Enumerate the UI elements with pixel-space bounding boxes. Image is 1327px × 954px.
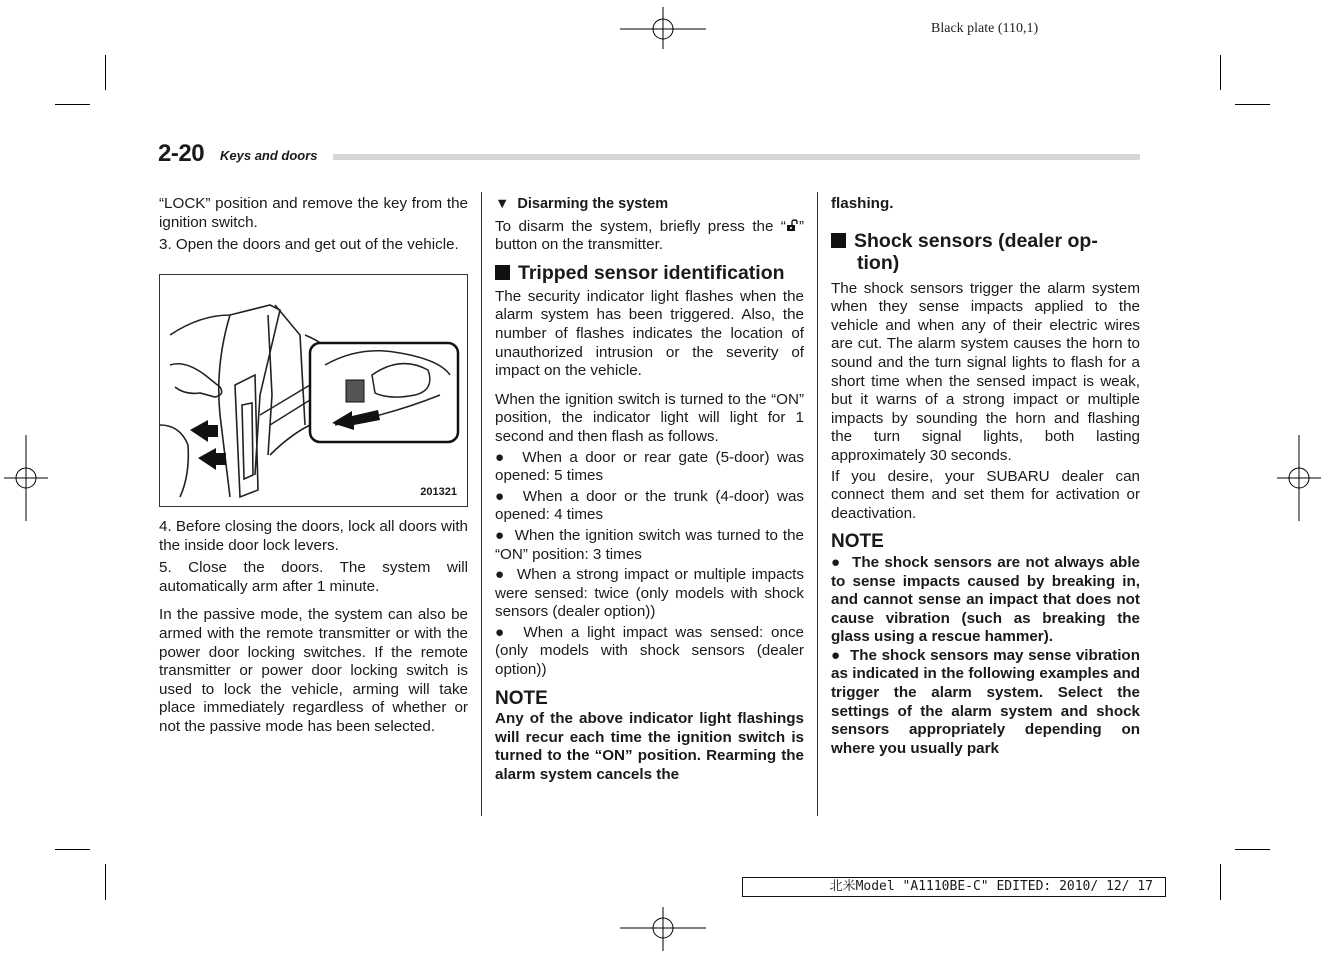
registration-mark-top — [620, 5, 706, 49]
note-text: Any of the above indicator light flashings will recur each time the ignition switch is turned to the “ON” position. Rearming the alarm system cancels the — [495, 710, 804, 784]
list-item-text: When the ignition switch was turned to the “ON” position: 3 times — [495, 526, 804, 563]
paragraph: The security indicator light flashes when the alarm system has been triggered. Also, the number of flashes indicates the location of unauthorized intrusion or the severity of impact on the vehicle. — [495, 287, 804, 380]
square-bullet-icon — [495, 265, 510, 280]
note-bullet: ● The shock sensors may sense vibration as indicated in the following examples and trigger the alarm system. Select the settings of the alarm system and shock sensors appropriately depending on where you usually park — [831, 646, 1140, 757]
list-item-text: When a light impact was sensed: once (only models with shock sensors (dealer option)) — [495, 623, 804, 679]
door-illustration-svg — [160, 275, 468, 507]
note-bullet-text: The shock sensors may sense vibration as indicated in the following examples and trigger the alarm system. Select the settings of the alarm system and shock sensors appropriately depending on where you usually park — [831, 646, 1140, 757]
list-item-text: When a door or rear gate (5-door) was opened: 5 times — [495, 448, 804, 485]
list-item: ● When the ignition switch was turned to the “ON” position: 3 times — [495, 526, 804, 563]
step-3: 3. Open the doors and get out of the vehicle. — [159, 236, 459, 254]
unlock-icon — [786, 219, 799, 231]
triangle-icon: ▼ — [495, 196, 510, 212]
note-bullet: ● The shock sensors are not always able to sense impacts caused by breaking in, and cannot sense an impact that does not cause vibration (such as breaking the glass using a rescue hammer). — [831, 553, 1140, 646]
paragraph: “LOCK” position and remove the key from the ignition switch. — [159, 195, 468, 231]
header-rule — [333, 154, 1140, 160]
column-1-lower — [159, 518, 468, 737]
door-lock-illustration — [159, 274, 468, 507]
section-heading — [495, 262, 804, 284]
disarm-text-a: To disarm the system, briefly press the “ — [495, 217, 786, 235]
step-5: 5. Close the doors. The system will automatically arm after 1 minute. — [159, 559, 468, 595]
disarm-text-b: ” button on the transmitter. — [495, 217, 804, 254]
step-4: 4. Before closing the doors, lock all doors with the inside door lock levers. — [159, 518, 468, 554]
note-heading: NOTE — [831, 531, 884, 553]
sub-heading-text: Disarming the system — [517, 196, 669, 212]
column-3 — [831, 195, 1140, 758]
column-divider-2 — [817, 192, 818, 816]
list-item: ● When a door or the trunk (4-door) was opened: 4 times — [495, 487, 804, 524]
section-heading-text: Tripped sensor identification — [518, 261, 785, 284]
edit-footer: 北米Model "A1110BE-C" EDITED: 2010/ 12/ 17 — [742, 877, 1166, 897]
note-bullet-text: The shock sensors are not always able to sense impacts caused by breaking in, and cannot sense an impact that does not cause vibration (such as breaking the glass using a rescue hammer). — [831, 553, 1140, 646]
page-header — [158, 140, 1140, 168]
square-bullet-icon — [831, 233, 846, 248]
column-1 — [159, 195, 468, 255]
note-heading: NOTE — [495, 687, 548, 709]
disarm-paragraph — [495, 218, 804, 255]
paragraph: If you desire, your SUBARU dealer can connect them and set them for activation or deactivation. — [831, 467, 1140, 522]
sub-heading — [495, 195, 804, 214]
list-item-text: When a strong impact or multiple impacts were sensed: twice (only models with shock sensors (dealer option)) — [495, 566, 804, 621]
list-item: ● When a strong impact or multiple impacts were sensed: twice (only models with shock sensors (dealer option)) — [495, 566, 804, 621]
column-2 — [495, 195, 804, 785]
column-divider-1 — [481, 192, 482, 816]
registration-mark-right — [1277, 435, 1321, 521]
registration-mark-bottom — [620, 905, 706, 951]
section-heading-line-1: Shock sensors (dealer op- — [854, 229, 1098, 252]
list-item: ● When a door or rear gate (5-door) was opened: 5 times — [495, 448, 804, 485]
paragraph: The shock sensors trigger the alarm system when they sense impacts applied to the vehicle and when any of their electric wires are cut. The alarm system causes the horn to sound and the turn signal lights to flash for a short time when the sensed impact is weak, but it warns of a strong impact or multiple impacts by sounding the horn and flashing the turn signal lights, both lasting approximately 30 seconds. — [831, 279, 1140, 464]
section-heading-line-2: tion) — [857, 251, 900, 274]
page-number: 2-20 — [158, 140, 205, 167]
note-continuation: flashing. — [831, 195, 894, 212]
section-heading — [831, 230, 1140, 274]
registration-mark-left — [4, 435, 48, 521]
section-title: Keys and doors — [220, 148, 318, 163]
list-item-text: When a door or the trunk (4-door) was opened: 4 times — [495, 487, 804, 524]
paragraph: In the passive mode, the system can also be armed with the remote transmitter or with the power door locking switches. If the remote transmitter or power door locking switch is used to lock the vehicle, arming will take place immediately regardless of whether or not the passive mode has been selected. — [159, 606, 468, 735]
plate-label: Black plate (110,1) — [931, 21, 1039, 36]
list-item: ● When a light impact was sensed: once (only models with shock sensors (dealer option)) — [495, 623, 804, 679]
paragraph: When the ignition switch is turned to the “ON” position, the indicator light will light for 1 second and then flash as follows. — [495, 390, 804, 445]
figure-id: 201321 — [420, 486, 457, 498]
